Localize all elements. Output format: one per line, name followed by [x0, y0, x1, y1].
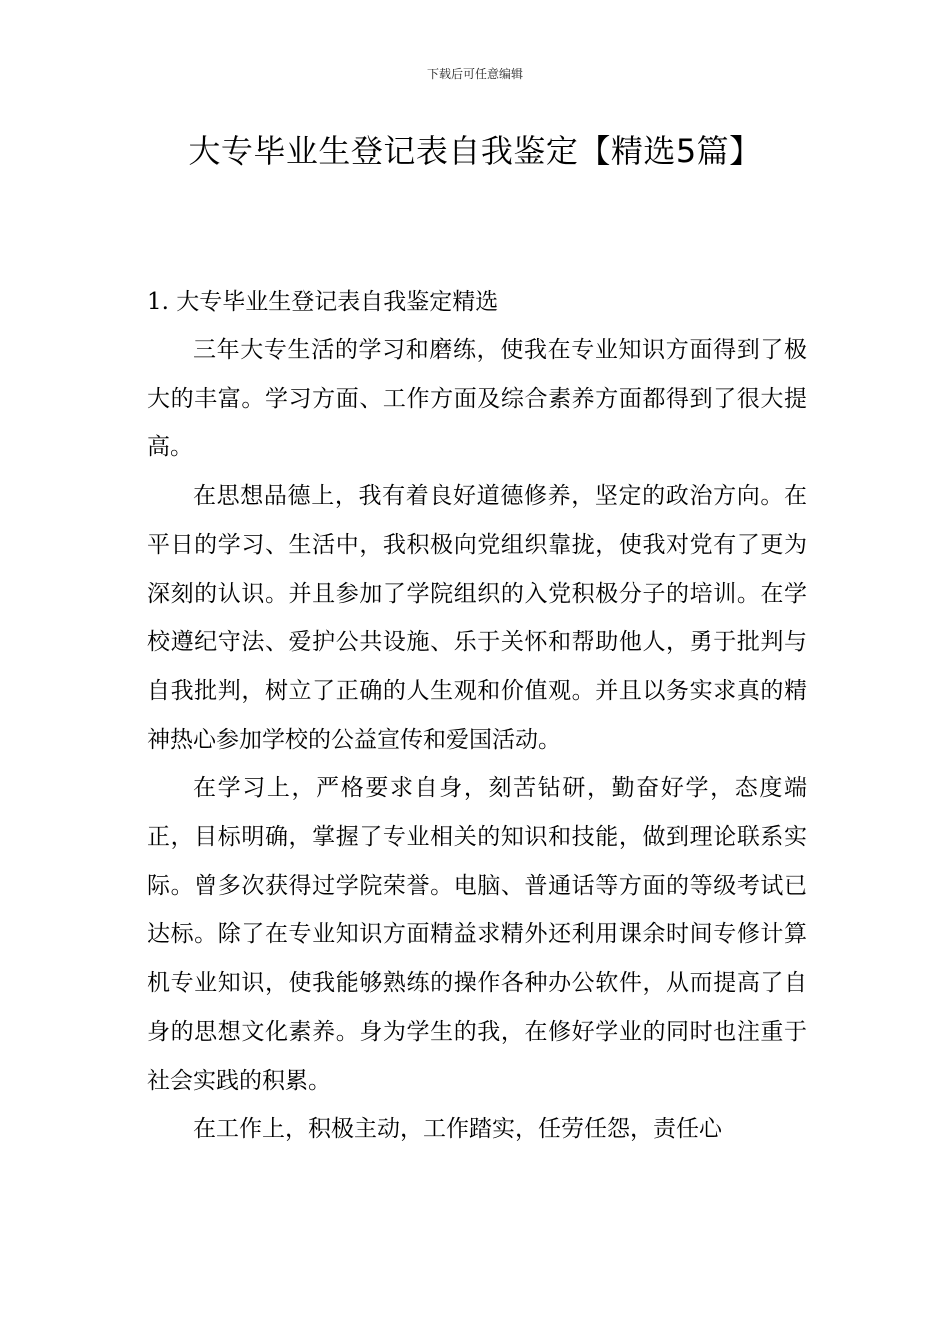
document-title: 大专毕业生登记表自我鉴定【精选5篇】	[188, 132, 762, 170]
paragraph-2: 在思想品德上，我有着良好道德修养，坚定的政治方向。在平日的学习、生活中，我积极向党组织靠拢，使我对党有了更为深刻的认识。并且参加了学院组织的入党积极分子的培训。在学校遵纪守法、爱护公共设施、乐于关怀和帮助他人，勇于批判与自我批判，树立了正确的人生观和价值观。并且以务实求真的精神热心参加学校的公益宣传和爱国活动。	[147, 483, 807, 753]
header-note: 下载后可任意编辑	[426, 67, 523, 81]
section-heading: 1. 大专毕业生登记表自我鉴定精选	[147, 289, 499, 315]
paragraph-1: 三年大专生活的学习和磨练，使我在专业知识方面得到了极大的丰富。学习方面、工作方面及综合素养方面都得到了很大提高。	[147, 337, 807, 461]
paragraph-4: 在工作上，积极主动，工作踏实，任劳任怨，责任心	[193, 1116, 722, 1143]
paragraph-3: 在学习上，严格要求自身，刻苦钻研，勤奋好学，态度端正，目标明确，掌握了专业相关的知识和技能，做到理论联系实际。曾多次获得过学院荣誉。电脑、普通话等方面的等级考试已达标。除了在专业知识方面精益求精外还利用课余时间专修计算机专业知识，使我能够熟练的操作各种办公软件，从而提高了自身的思想文化素养。身为学生的我，在修好学业的同时也注重于社会实践的积累。	[147, 775, 807, 1094]
document-body	[147, 326, 807, 1154]
